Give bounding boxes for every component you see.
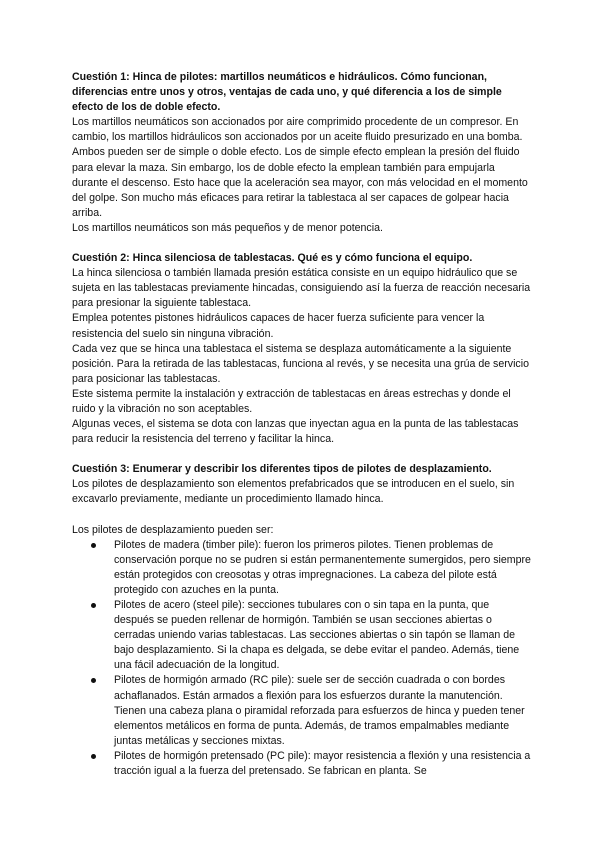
- question-2-paragraph-1: La hinca silenciosa o también llamada presión estática consiste en un equipo hidráulico que se sujeta en las tablestacas previamente hincadas, consiguiendo así la fuerza de reacción necesaria para presionar la siguiente tablestaca.: [72, 267, 531, 310]
- question-1-title: Cuestión 1: Hinca de pilotes: martillos neumáticos e hidráulicos. Cómo funcionan, diferencias entre unos y otros, ventajas de cada uno, y qué diferencia a los de simple efecto de los de doble efecto.: [72, 71, 502, 114]
- question-1-paragraph-2: Ambos pueden ser de simple o doble efecto. Los de simple efecto emplean la presión del fluido para elevar la maza. Sin embargo, los de doble efecto la emplean también para empujarla durante el descenso. Esto hace que la aceleración sea mayor, con más velocidad en el momento del golpe. Son mucho más eficaces para retirar la tablestaca al ser capaces de golpear hacia arriba.: [72, 146, 528, 219]
- question-1-paragraph-1: Los martillos neumáticos son accionados por aire comprimido procedente de un compresor. En cambio, los martillos hidráulicos son accionados por un aceite fluido presurizado en una bomba.: [72, 116, 523, 144]
- question-3-list-intro: Los pilotes de desplazamiento pueden ser:: [72, 523, 274, 536]
- question-2-paragraph-2: Emplea potentes pistones hidráulicos capaces de hacer fuerza suficiente para vencer la resistencia del suelo sin ninguna vibración.: [72, 312, 485, 340]
- section-spacer: [72, 447, 532, 462]
- question-2-title: Cuestión 2: Hinca silenciosa de tablestacas. Qué es y cómo funciona el equipo.: [72, 252, 473, 265]
- section-spacer: [72, 236, 532, 251]
- list-item-pc-pile: Pilotes de hormigón pretensado (PC pile): mayor resistencia a flexión y una resistencia a tracción igual a la fuerza del pretensado. Se fabrican en planta. Se: [72, 749, 532, 779]
- document-page: [72, 70, 532, 779]
- paragraph-spacer: [72, 508, 532, 523]
- question-3-title: Cuestión 3: Enumerar y describir los diferentes tipos de pilotes de desplazamiento.: [72, 463, 492, 476]
- list-item-rc-pile: Pilotes de hormigón armado (RC pile): suele ser de sección cuadrada o con bordes achaflanados. Están armados a flexión para los esfuerzos durante la manutención. Tienen una cabeza plana o piramidal reforzada para esfuerzos de hinca y pueden tener elementos metálicos en forma de punta. Además, de tramos empalmables mediante juntas metálicas y secciones mixtas.: [72, 673, 532, 748]
- question-2-paragraph-5: Algunas veces, el sistema se dota con lanzas que inyectan agua en la punta de las tablestacas para reducir la resistencia del terreno y facilitar la hinca.: [72, 418, 519, 446]
- list-item-steel-pile: Pilotes de acero (steel pile): secciones tubulares con o sin tapa en la punta, que después se pueden rellenar de hormigón. También se usan secciones abiertas o cerradas uniendo varias tablestacas. Las secciones abiertas o sin tapón se llaman de bajo desplazamiento. Si la chapa es delgada, se debe evitar el pandeo. Además, tiene una fácil adecuación de la longitud.: [72, 598, 532, 673]
- question-3-paragraph-1: Los pilotes de desplazamiento son elementos prefabricados que se introducen en el suelo, sin excavarlo previamente, mediante un procedimiento llamado hinca.: [72, 478, 515, 506]
- pile-types-list: [72, 538, 532, 780]
- question-1-paragraph-3: Los martillos neumáticos son más pequeños y de menor potencia.: [72, 221, 383, 234]
- question-2-paragraph-3: Cada vez que se hinca una tablestaca el sistema se desplaza automáticamente a la siguiente posición. Para la retirada de las tablestacas, funciona al revés, y se necesita una grúa de servicio para posicionar las tablestacas.: [72, 342, 529, 385]
- list-item-timber-pile: Pilotes de madera (timber pile): fueron los primeros pilotes. Tienen problemas de conservación porque no se pudren si están permanentemente sumergidos, pero siempre están protegidos con creosotas y otras impregnaciones. La cabeza del pilote está protegido con azuches en la punta.: [72, 538, 532, 598]
- question-2-paragraph-4: Este sistema permite la instalación y extracción de tablestacas en áreas estrechas y donde el ruido y la vibración no son aceptables.: [72, 387, 511, 415]
